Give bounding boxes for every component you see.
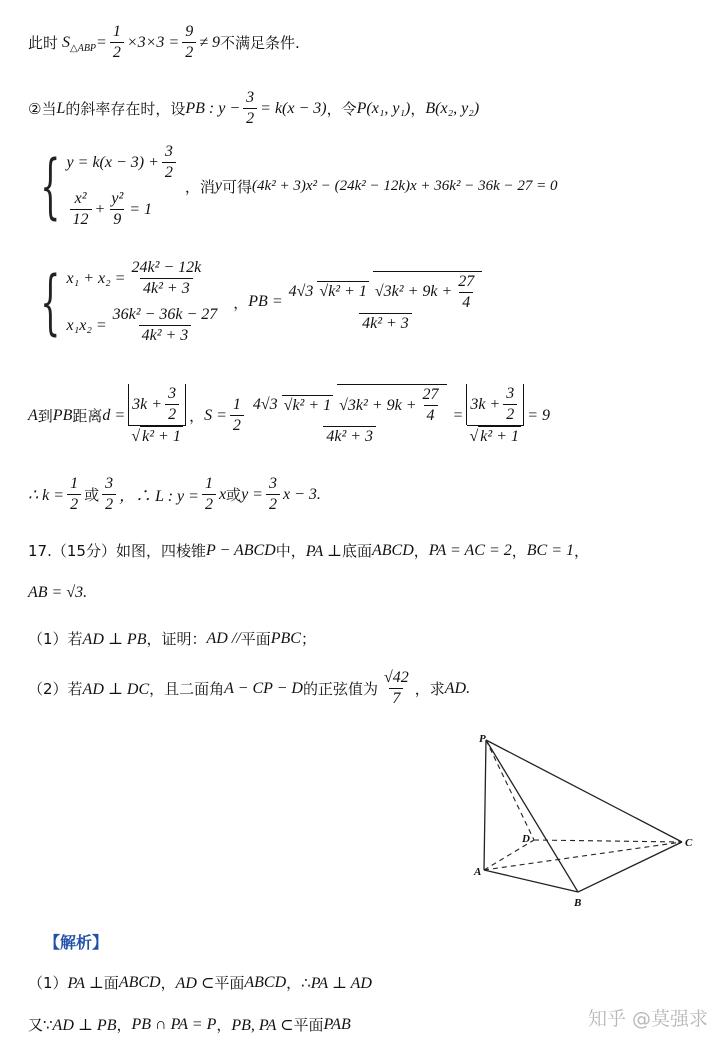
numerator: 9: [185, 23, 194, 40]
numerator: 27: [458, 272, 475, 290]
fraction-pb: [250, 384, 450, 447]
denominator: 2: [230, 415, 244, 436]
system: [28, 142, 179, 230]
fraction-distance: [466, 384, 524, 447]
math: A: [28, 406, 38, 424]
math: AD: [444, 679, 467, 697]
math: = 9: [527, 406, 551, 424]
fraction: [420, 385, 442, 426]
edge-pd: [486, 740, 534, 840]
solution-line-2: [28, 1014, 351, 1035]
math: ABCD: [118, 973, 161, 991]
text: ，消: [184, 177, 215, 196]
sqrt: √k² + 1: [283, 396, 332, 414]
math: 4√3: [252, 396, 278, 413]
text: ，: [511, 542, 527, 560]
fraction: [110, 305, 221, 346]
text: 距离: [72, 407, 103, 425]
math: 4√3: [288, 282, 314, 300]
math: PB ∩ PA = P: [131, 1015, 217, 1033]
math: .: [83, 584, 88, 601]
denominator: 12: [70, 209, 92, 230]
system-rows: [67, 258, 224, 346]
edge-pa: [484, 740, 486, 870]
solution-line-1: [28, 972, 372, 993]
math: = 1: [129, 200, 153, 218]
text: 不满足条件.: [220, 34, 300, 52]
line-case-two: [28, 88, 479, 129]
math: PA = AC = 2: [428, 541, 512, 559]
math: PB: [52, 406, 73, 424]
text: ，证明：: [146, 630, 207, 648]
denominator: 4k² + 3: [140, 278, 193, 299]
label-d: D: [522, 833, 530, 845]
math: +: [94, 200, 106, 218]
numerator: 1: [112, 23, 121, 40]
math: A − CP − D: [224, 679, 303, 697]
text: ，∴: [286, 974, 311, 992]
denominator: 2: [266, 494, 280, 515]
problem-17-part-2: [28, 668, 470, 709]
sqrt: k² + 1: [142, 428, 181, 445]
numerator: 3: [168, 385, 177, 402]
text: ，: [413, 542, 429, 560]
numerator: 27: [422, 386, 439, 403]
denominator: 2: [503, 404, 517, 425]
text: （1）: [28, 974, 68, 992]
numerator: 24k² − 12k: [131, 259, 202, 276]
text: ，求: [414, 680, 445, 698]
numerator: 1: [70, 475, 79, 492]
denominator: 4k² + 3: [139, 325, 192, 346]
numerator: √42: [383, 669, 409, 686]
problem-17-statement-cont: [28, 584, 87, 602]
system-row: [67, 142, 179, 183]
edge-ab: [484, 870, 578, 892]
text: 平面: [240, 630, 271, 648]
line-distance-area: [28, 384, 550, 447]
system-rows: [67, 142, 179, 230]
math: PA ⊥: [305, 542, 342, 560]
text: ；: [300, 630, 316, 648]
math: PA ⊥ AD: [310, 974, 372, 992]
equation-system-1: [28, 142, 557, 230]
fraction: [70, 189, 92, 230]
system: [28, 258, 223, 346]
fraction: [182, 22, 196, 63]
text: ，: [410, 100, 426, 118]
equation-system-2: [28, 258, 488, 346]
fraction: [128, 258, 204, 299]
fraction: [243, 88, 257, 129]
numerator: 36k² − 36k − 27: [112, 306, 218, 323]
math: x₁x₂ =: [66, 316, 107, 334]
math: AD ⊥ PB: [82, 630, 147, 648]
math: k² + 1: [292, 396, 332, 414]
math: ，∴ L : y =: [119, 488, 199, 505]
math: AD //: [206, 629, 241, 647]
label-c: C: [685, 837, 693, 849]
text: ，令: [326, 100, 357, 118]
label-p: P: [479, 733, 486, 745]
math: =: [96, 33, 107, 51]
math: BC = 1: [526, 541, 575, 559]
text: 平面: [214, 974, 245, 992]
text: （1）若: [28, 630, 83, 648]
text: ，且二面角: [149, 680, 225, 698]
math: (4k² + 3)x² − (24k² − 12k)x + 36k² − 36k − 27 = 0: [252, 177, 558, 194]
denominator: 9: [110, 209, 124, 230]
text: （2）若: [28, 680, 83, 698]
math: PAB: [323, 1015, 351, 1033]
text: 又∵: [28, 1016, 53, 1034]
denominator: 2: [162, 162, 176, 183]
denominator: 4k² + 3: [359, 313, 412, 334]
math: ×3×3 =: [126, 33, 180, 51]
numerator: 3: [268, 475, 277, 492]
edge-pc: [486, 740, 682, 842]
math: k² + 1: [328, 283, 367, 300]
watermark: 知乎 @莫强求: [587, 1008, 708, 1030]
math: x − 3.: [282, 485, 321, 503]
pyramid-figure: [470, 730, 710, 915]
system-row: [67, 189, 179, 230]
math: L: [56, 99, 66, 117]
text: ，: [216, 1016, 232, 1034]
left-brace: {: [40, 145, 61, 227]
denominator: √ k² + 1: [467, 425, 524, 447]
numerator: 3: [164, 143, 173, 160]
denominator: 4k² + 3: [323, 426, 376, 447]
math: AB = √3: [28, 584, 84, 601]
edge-dc: [534, 840, 682, 842]
math: P − ABCD: [205, 541, 276, 559]
math: 3k +: [132, 395, 163, 413]
math: PBC: [270, 629, 301, 647]
problem-17-statement: [28, 540, 589, 561]
text: ，: [233, 293, 249, 312]
text: 的正弦值为: [302, 680, 378, 698]
text: 中，: [275, 542, 306, 560]
text: ，: [160, 974, 176, 992]
fraction: [67, 474, 81, 515]
denominator: 7: [389, 688, 403, 709]
numerator: 1: [204, 475, 213, 492]
text: 平面: [293, 1016, 324, 1034]
math: PB, PA ⊂: [231, 1016, 294, 1034]
denominator: 2: [102, 494, 116, 515]
denominator: 2: [182, 42, 196, 63]
text: ，: [116, 1016, 132, 1034]
line-conclusion: [28, 474, 321, 515]
label-b: B: [574, 897, 582, 909]
math: 3k² + 9k +: [383, 283, 453, 300]
fraction: [230, 395, 244, 436]
denominator: 2: [202, 494, 216, 515]
math: 3k² + 9k +: [347, 396, 417, 414]
sqrt: √k² + 1: [319, 283, 367, 300]
math: AD ⊥ DC: [82, 680, 150, 698]
label-a: A: [474, 866, 482, 878]
sqrt: √ 3k² + 9k + $\frac{27}{4}$: [373, 271, 482, 313]
text: ，: [574, 542, 590, 560]
math: ABCD: [372, 541, 414, 559]
denominator: 4: [424, 405, 438, 426]
analysis-heading: 【解析】: [44, 933, 109, 952]
fraction: [110, 22, 124, 63]
text: 17.（15分）如图，四棱锥: [28, 542, 206, 560]
math: 3k +: [470, 395, 501, 413]
fraction: [455, 272, 477, 313]
fraction: [202, 474, 216, 515]
math: PA ⊥: [67, 974, 104, 992]
sqrt: k² + 1: [480, 428, 519, 445]
math: ∴ k =: [28, 486, 65, 504]
math: PB : y −: [185, 99, 241, 117]
math: B(x₂, y₂): [425, 99, 480, 117]
math: .: [466, 679, 471, 697]
math: y: [214, 177, 223, 194]
denominator: 4: [459, 292, 473, 313]
math: ABCD: [244, 973, 287, 991]
fraction: [381, 668, 412, 709]
math: y = k(x − 3) +: [66, 153, 159, 171]
denominator: 2: [243, 108, 257, 129]
math: P(x₁, y₁): [356, 99, 411, 117]
math: S =: [204, 406, 227, 424]
system-row: [67, 305, 224, 346]
text: 或: [84, 486, 100, 504]
denominator: 2: [67, 494, 81, 515]
math: x₁ + x₂ =: [66, 269, 126, 287]
fraction-pb: [286, 271, 486, 334]
math: PB =: [248, 293, 283, 310]
text: 面: [103, 974, 119, 992]
fraction: [102, 474, 116, 515]
text: 底面: [341, 542, 372, 560]
line-area-check: [28, 22, 300, 63]
math: = k(x − 3): [260, 99, 327, 117]
numerator: 1: [232, 396, 241, 413]
analysis-heading-line: [44, 930, 108, 953]
text: 到: [37, 407, 53, 425]
text: 或: [226, 486, 242, 504]
fraction: [266, 474, 280, 515]
math: AD ⊂: [175, 974, 215, 992]
text: 此时: [28, 34, 59, 52]
text: ，: [189, 407, 205, 425]
text: ②当: [28, 100, 57, 118]
math: d =: [102, 406, 126, 424]
left-brace: {: [40, 261, 61, 343]
denominator: √ k² + 1: [128, 425, 185, 447]
system-row: [67, 258, 224, 299]
fraction: [165, 384, 179, 425]
numerator: y²: [111, 190, 124, 207]
fraction: [108, 189, 126, 230]
numerator: 3: [246, 89, 255, 106]
numerator: 3: [506, 385, 515, 402]
math: S: [62, 33, 71, 51]
numerator: [250, 384, 450, 426]
numerator: x²: [74, 190, 87, 207]
fraction: [162, 142, 176, 183]
fraction: [503, 384, 517, 425]
denominator: 2: [165, 404, 179, 425]
fraction-distance: [128, 384, 186, 447]
math: AD ⊥ PB: [52, 1016, 117, 1034]
problem-17-part-1: [28, 628, 316, 649]
math: y =: [241, 485, 263, 503]
math: ≠ 9: [199, 33, 220, 51]
absolute-value: [466, 384, 524, 425]
absolute-value: [128, 384, 186, 425]
edge-pb: [486, 740, 578, 892]
text: 的斜率存在时，设: [65, 100, 186, 118]
math: x: [218, 485, 227, 503]
numerator: 3: [105, 475, 114, 492]
text: 可得: [222, 177, 253, 196]
sqrt: √ 3k² + 9k + $\frac{27}{4}$: [337, 384, 446, 426]
denominator: 2: [110, 42, 124, 63]
numerator: [286, 271, 486, 313]
math-subscript: △ABP: [70, 43, 97, 54]
math: =: [452, 406, 464, 424]
